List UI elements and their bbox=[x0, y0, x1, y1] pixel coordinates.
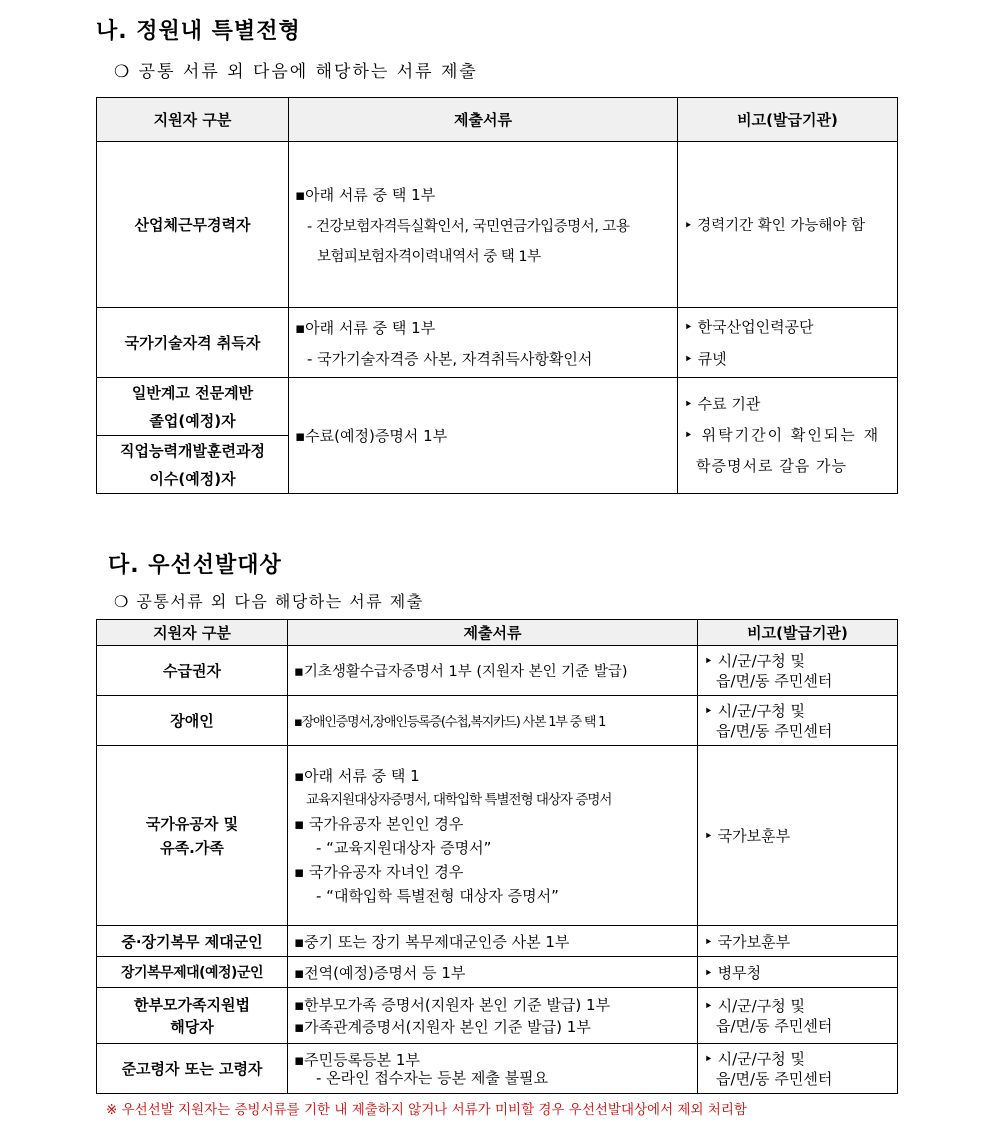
category-cell bbox=[97, 746, 288, 926]
table-header-row bbox=[97, 620, 898, 646]
doc-line: - 온라인 접수자는 등본 제출 불필요 bbox=[316, 1068, 549, 1087]
header-applicant: 지원자 구분 bbox=[97, 620, 288, 646]
remarks-cell bbox=[698, 696, 898, 746]
doc-line: 교육지원대상자증명서, 대학입학 특별전형 대상자 증명서 bbox=[306, 791, 612, 808]
category-line: 유족.가족 bbox=[160, 838, 224, 857]
documents-cell bbox=[288, 988, 698, 1044]
category-cell: 중·장기복무 제대군인 bbox=[97, 926, 288, 957]
header-remarks: 비고(발급기관) bbox=[678, 98, 898, 142]
category-cell bbox=[97, 988, 288, 1044]
remarks-cell bbox=[678, 378, 898, 494]
category-line: 국가유공자 및 bbox=[145, 814, 239, 833]
doc-line: ▪가족관계증명서(지원자 본인 기준 발급) 1부 bbox=[294, 1017, 591, 1036]
remark-line: ‣ 경력기간 확인 가능해야 함 bbox=[684, 218, 866, 234]
category-cell: 장애인 bbox=[97, 696, 288, 746]
documents-cell bbox=[289, 378, 678, 494]
documents-cell bbox=[288, 926, 698, 957]
doc-line: ▪전역(예정)증명서 등 1부 bbox=[294, 963, 466, 982]
category-line: 직업능력개발훈련과정 bbox=[120, 441, 265, 460]
remarks-cell bbox=[678, 308, 898, 378]
doc-line: ▪중기 또는 장기 복무제대군인증 사본 1부 bbox=[294, 932, 570, 951]
remark-line: ‣ 시/군/구청 및 bbox=[704, 996, 805, 1015]
doc-line: ▪아래 서류 중 택 1부 bbox=[295, 318, 436, 337]
doc-line: ▪아래 서류 중 택 1 bbox=[294, 766, 420, 785]
section-da-subtitle: ❍ 공통서류 외 다음 해당하는 서류 제출 bbox=[114, 592, 424, 611]
category-cell: 장기복무제대(예정)군인 bbox=[97, 957, 288, 988]
remarks-cell bbox=[698, 926, 898, 957]
footnote: ※ 우선선발 지원자는 증빙서류를 기한 내 제출하지 않거나 서류가 미비할 경우 우선선발대상에서 제외 처리함 bbox=[106, 1102, 747, 1118]
doc-line: - “교육지원대상자 증명서” bbox=[316, 838, 492, 857]
remarks-cell bbox=[698, 1044, 898, 1094]
table-row bbox=[97, 378, 898, 436]
doc-line: ▪ 국가유공자 자녀인 경우 bbox=[294, 862, 464, 881]
doc-line: ▪기초생활수급자증명서 1부 (지원자 본인 기준 발급) bbox=[294, 664, 628, 680]
documents-cell bbox=[289, 308, 678, 378]
remark-line: ‣ 국가보훈부 bbox=[704, 827, 791, 845]
doc-line: ▪아래 서류 중 택 1부 bbox=[295, 185, 436, 204]
remark-line: ‣ 큐넷 bbox=[684, 349, 727, 368]
doc-line: ▪수료(예정)증명서 1부 bbox=[295, 427, 448, 445]
documents-cell bbox=[288, 696, 698, 746]
table-row bbox=[97, 957, 898, 988]
category-cell: 준고령자 또는 고령자 bbox=[97, 1044, 288, 1094]
header-documents: 제출서류 bbox=[288, 620, 698, 646]
doc-line: ▪주민등록등본 1부 bbox=[294, 1050, 420, 1069]
category-cell: 국가기술자격 취득자 bbox=[97, 308, 289, 378]
category-line: 해당자 bbox=[170, 1017, 214, 1036]
remark-line: ‣ 위탁기간이 확인되는 재 bbox=[684, 426, 881, 444]
doc-line: - 국가기술자격증 사본, 자격취득사항확인서 bbox=[307, 349, 593, 368]
remark-line: 읍/면/동 주민센터 bbox=[716, 671, 833, 690]
category-cell bbox=[97, 436, 289, 494]
remark-line: 읍/면/동 주민센터 bbox=[716, 721, 833, 740]
remark-line: ‣ 국가보훈부 bbox=[704, 932, 791, 951]
header-remarks: 비고(발급기관) bbox=[698, 620, 898, 646]
remarks-cell bbox=[678, 142, 898, 308]
remark-line: ‣ 한국산업인력공단 bbox=[684, 317, 814, 336]
section-da-title: 다. 우선선발대상 bbox=[108, 553, 282, 578]
doc-line: ▪ 국가유공자 본인인 경우 bbox=[294, 814, 464, 833]
remark-line: 학증명서로 갈음 가능 bbox=[696, 457, 847, 475]
table-header-row bbox=[97, 98, 898, 142]
section-na-title: 나. 정원내 특별전형 bbox=[96, 19, 301, 44]
remark-line: 읍/면/동 주민센터 bbox=[716, 1016, 833, 1035]
doc-line: 보험피보험자격이력내역서 중 택 1부 bbox=[317, 248, 541, 265]
remark-line: 읍/면/동 주민센터 bbox=[716, 1069, 833, 1088]
table-row bbox=[97, 988, 898, 1044]
documents-cell bbox=[288, 646, 698, 696]
table-row bbox=[97, 308, 898, 378]
documents-cell bbox=[288, 746, 698, 926]
remarks-cell bbox=[698, 646, 898, 696]
doc-line: - “대학입학 특별전형 대상자 증명서” bbox=[316, 886, 559, 905]
remark-line: ‣ 시/군/구청 및 bbox=[704, 651, 805, 670]
table-row bbox=[97, 696, 898, 746]
category-line: 졸업(예정)자 bbox=[149, 411, 236, 430]
table-row bbox=[97, 926, 898, 957]
documents-cell bbox=[288, 1044, 698, 1094]
table-row bbox=[97, 746, 898, 926]
category-cell bbox=[97, 378, 289, 436]
header-documents: 제출서류 bbox=[289, 98, 678, 142]
remark-line: ‣ 수료 기관 bbox=[684, 395, 761, 413]
category-line: 일반계고 전문계반 bbox=[131, 383, 254, 402]
remark-line: ‣ 병무청 bbox=[704, 963, 762, 982]
table-row bbox=[97, 646, 898, 696]
table-row bbox=[97, 142, 898, 308]
category-line: 이수(예정)자 bbox=[149, 469, 236, 488]
doc-line: ▪장애인증명서,장애인등록증(수첩,복지카드) 사본 1부 중 택 1 bbox=[294, 715, 606, 730]
table-special-admission bbox=[96, 97, 898, 494]
remark-line: ‣ 시/군/구청 및 bbox=[704, 1049, 805, 1068]
section-na-subtitle: ❍ 공통 서류 외 다음에 해당하는 서류 제출 bbox=[114, 62, 478, 82]
remarks-cell bbox=[698, 957, 898, 988]
documents-cell bbox=[289, 142, 678, 308]
category-cell: 산업체근무경력자 bbox=[97, 142, 289, 308]
table-priority-selection bbox=[96, 619, 898, 1094]
documents-cell bbox=[288, 957, 698, 988]
header-applicant: 지원자 구분 bbox=[97, 98, 289, 142]
remarks-cell bbox=[698, 746, 898, 926]
table-row bbox=[97, 1044, 898, 1094]
doc-line: - 건강보험자격득실확인서, 국민연금가입증명서, 고용 bbox=[307, 218, 630, 235]
doc-line: ▪한부모가족 증명서(지원자 본인 기준 발급) 1부 bbox=[294, 995, 611, 1014]
remark-line: ‣ 시/군/구청 및 bbox=[704, 701, 805, 720]
category-cell: 수급권자 bbox=[97, 646, 288, 696]
category-line: 한부모가족지원법 bbox=[134, 995, 250, 1014]
remarks-cell bbox=[698, 988, 898, 1044]
